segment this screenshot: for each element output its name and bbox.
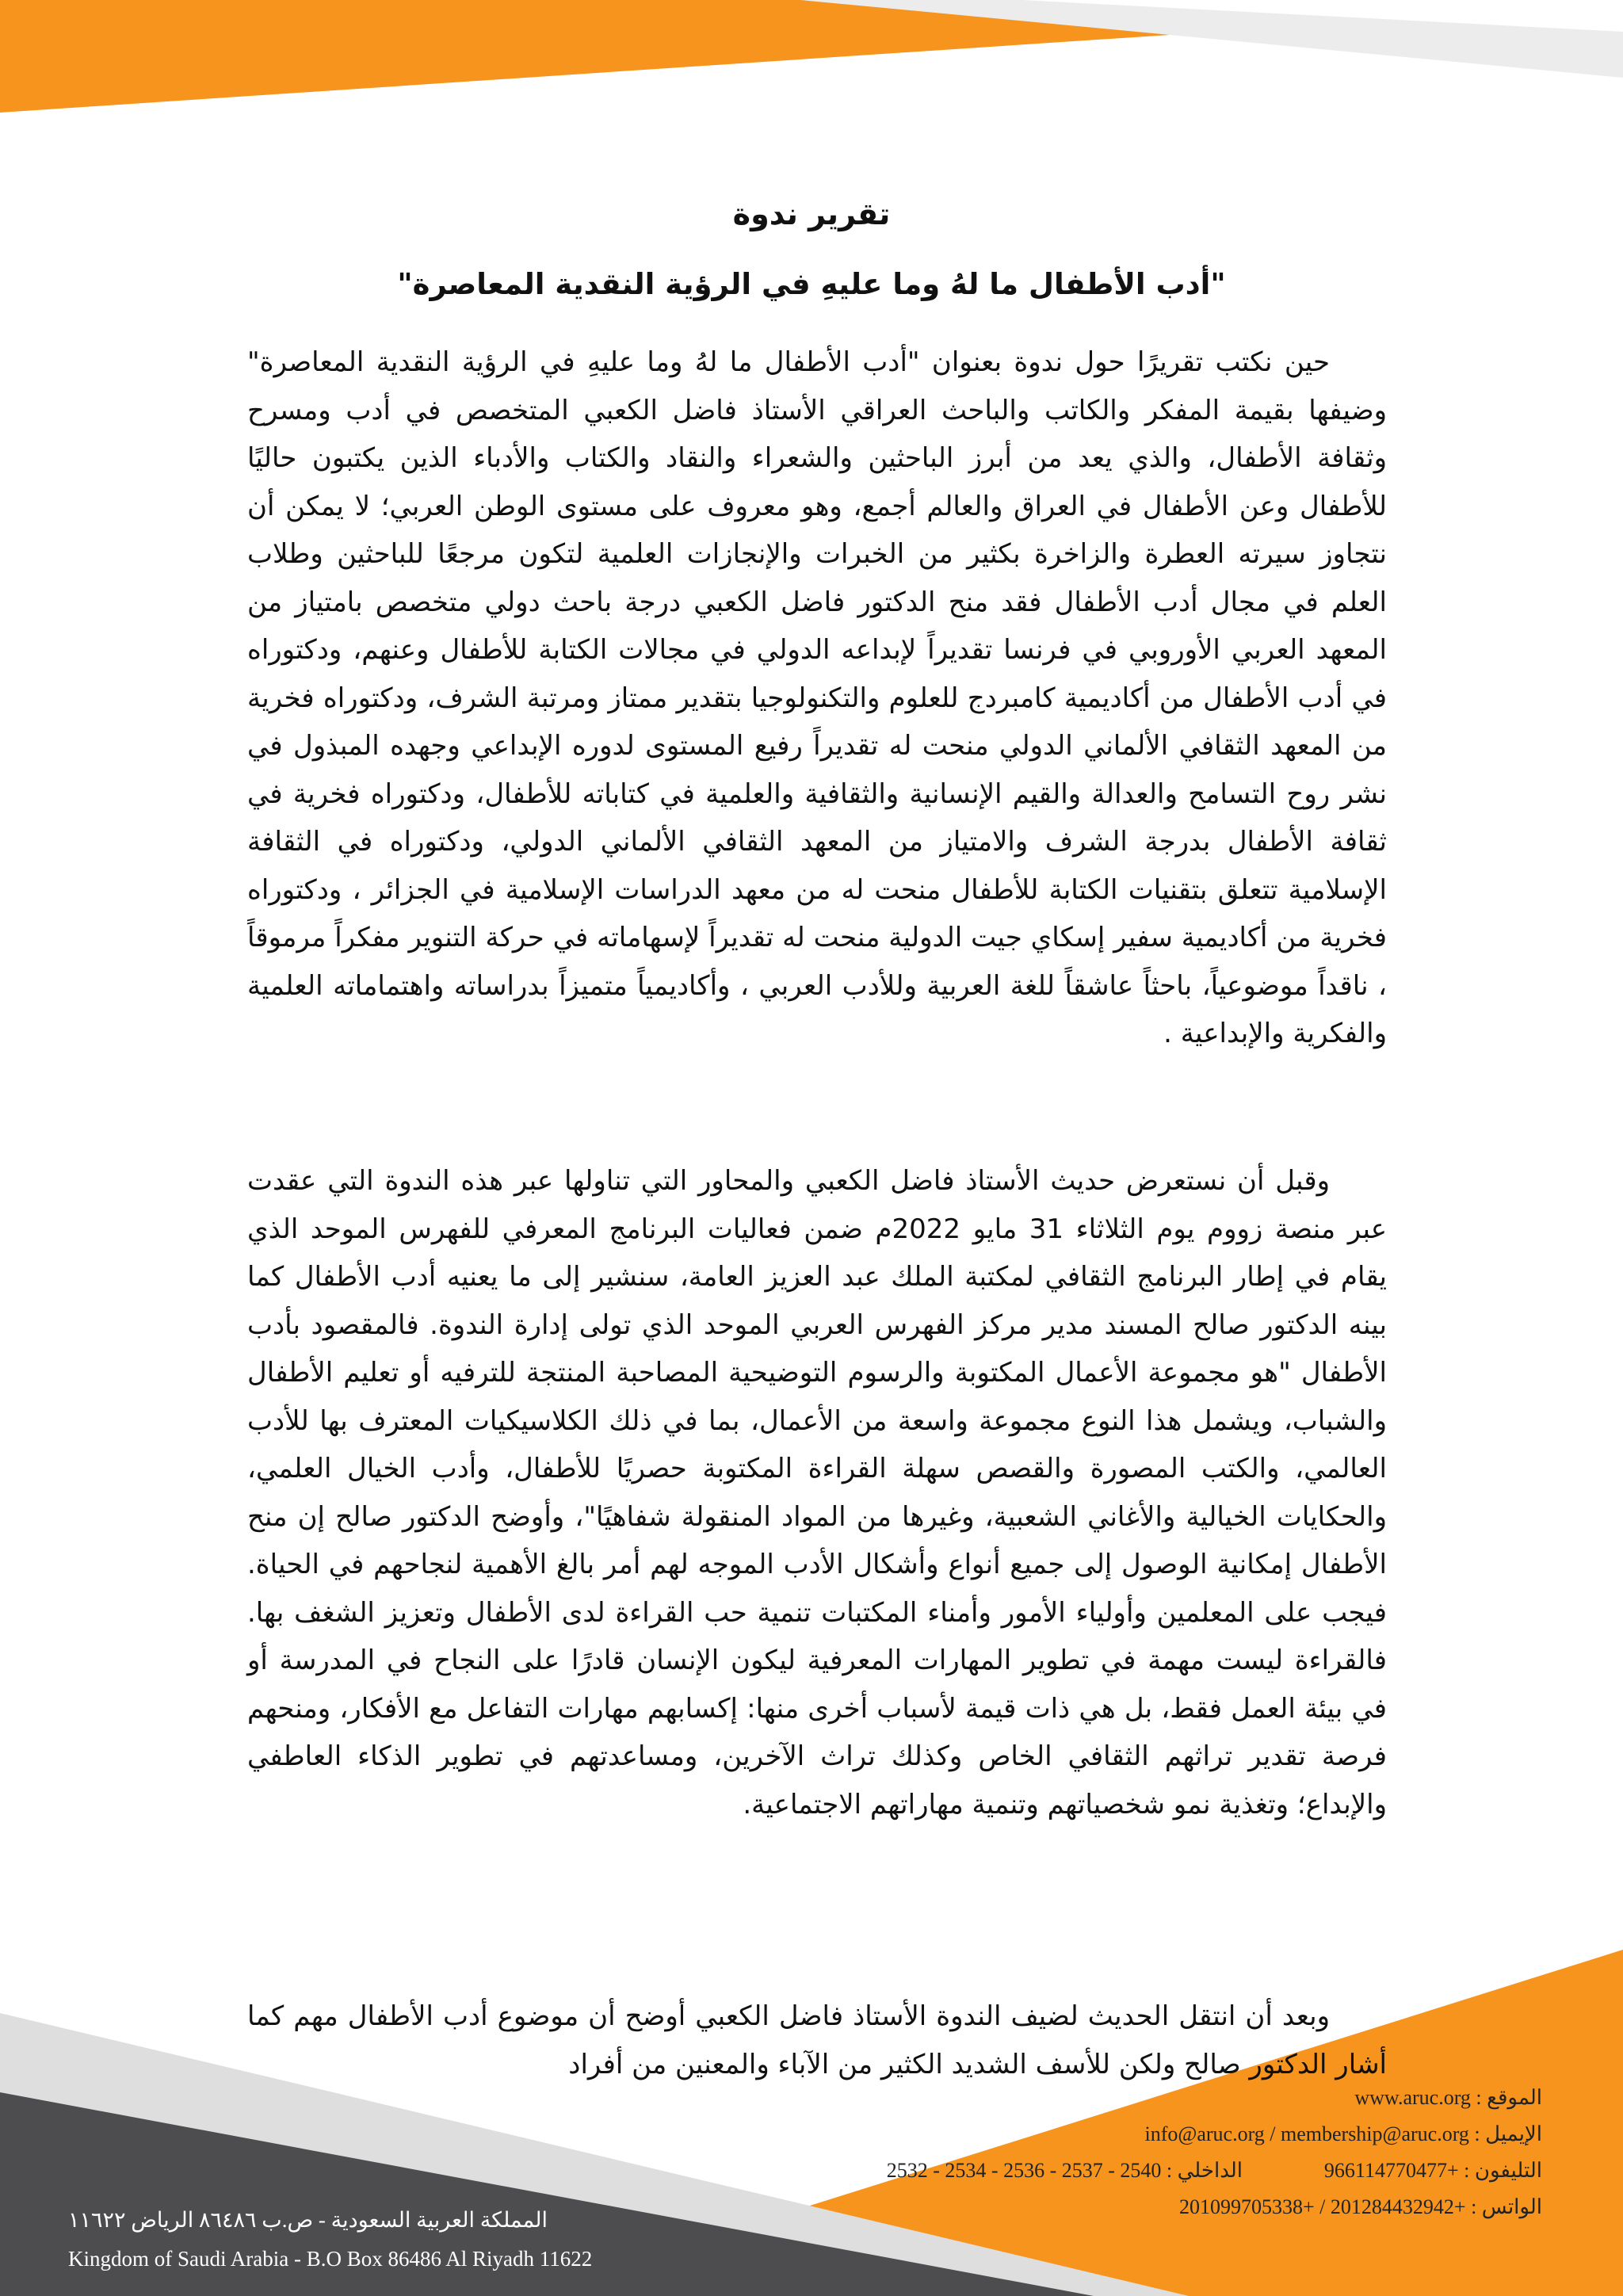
body-paragraph-3: وبعد أن انتقل الحديث لضيف الندوة الأستاذ فاضل الكعبي أوضح أن موضوع أدب الأطفال مهم كما أشار الدكتور صالح ولكن للأسف الشديد الكثير من الآباء والمعنين من أفراد (247, 2000, 1387, 2080)
email-label: الإيميل : (1474, 2122, 1542, 2145)
report-subtitle: "أدب الأطفال ما لهُ وما عليهِ في الرؤية النقدية المعاصرة" (397, 267, 1226, 301)
website-link[interactable]: www.aruc.org (1354, 2086, 1471, 2109)
address-arabic: المملكة العربية السعودية - ص.ب ٨٦٤٨٦ الرياض ١١٦٢٢ (68, 2208, 548, 2232)
website-label: الموقع : (1476, 2086, 1542, 2109)
body-paragraph-2: وقبل أن نستعرض حديث الأستاذ فاضل الكعبي والمحاور التي تناولها عبر هذه الندوة التي عقدت عبر منصة زووم يوم الثلاثاء 31 مايو 2022م ضمن فعاليات البرنامج المعرفي للفهرس الموحد الذي يقام في إطار البرنامج الثقافي لمكتبة الملك عبد العزيز العامة، سنشير إلى ما يعنيه أدب الأطفال كما بينه الدكتور صالح المسند مدير مركز الفهرس العربي الموحد الذي تولى إدارة الندوة. فالمقصود بأدب الأطفال "هو مجموعة الأعمال المكتوبة والرسوم التوضيحية المصاحبة المنتجة للترفيه أو تعليم الأطفال والشباب، ويشمل هذا النوع مجموعة واسعة من الأعمال، بما في ذلك الكلاسيكيات المعترف بها للأدب العالمي، والكتب المصورة والقصص سهلة القراءة المكتوبة حصريًا للأطفال، وأدب الخيال العلمي، والحكايات الخيالية والأغاني الشعبية، وغيرها من المواد المنقولة شفاهيًا"، وأوضح الدكتور صالح إن منح الأطفال إمكانية الوصول إلى جميع أنواع وأشكال الأدب الموجه لهم أمر بالغ الأهمية لنجاحهم في الحياة. فيجب على المعلمين وأولياء الأمور وأمناء المكتبات تنمية حب القراءة لدى الأطفال وتعزيز الشغف بها. فالقراءة ليست مهمة في تطوير المهارات المعرفية ليكون الإنسان قادرًا على النجاح في المدرسة أو في بيئة العمل فقط، بل هي ذات قيمة لأسباب أخرى منها: إكسابهم مهارات التفاعل مع الأفكار، ومنحهم فرصة تقدير تراثهم الثقافي الخاص وكذلك تراث الآخرين، ومساعدتهم في تطوير الذكاء العاطفي والإبداع؛ وتغذية نمو شخصياتهم وتنمية مهاراتهم الاجتماعية. (247, 1165, 1388, 1820)
body-paragraph-1: حين نكتب تقريرًا حول ندوة بعنوان "أدب الأطفال ما لهُ وما عليهِ في الرؤية النقدية المعاصرة" وضيفها بقيمة المفكر والكاتب والباحث العراقي الأستاذ فاضل الكعبي المتخصص في أدب ومسرح وثقافة الأطفال، والذي يعد من أبرز الباحثين والشعراء والنقاد والكتاب والأدباء الذين يكتبون حاليًا للأطفال وعن الأطفال في العراق والعالم أجمع، وهو معروف على مستوى الوطن العربي؛ لا يمكن أن نتجاوز سيرته العطرة والزاخرة بكثير من الخبرات والإنجازات العلمية لتكون مرجعًا للباحثين وطلاب العلم في مجال أدب الأطفال فقد منح الدكتور فاضل الكعبي درجة باحث دولي متخصص بامتياز من المعهد العربي الأوروبي في فرنسا تقديراً لإبداعه الدولي في مجالات الكتابة للأطفال وعنهم، ودكتوراه في أدب الأطفال من أكاديمية كامبردج للعلوم والتكنولوجيا بتقدير ممتاز ومرتبة الشرف، ودكتوراه فخرية من المعهد الثقافي الألماني الدولي منحت له تقديراً رفيع المستوى لدوره الإبداعي وجهده المبذول في نشر روح التسامح والعدالة والقيم الإنسانية والثقافية والعلمية في كتاباته للأطفال، ودكتوراه فخرية في ثقافة الأطفال بدرجة الشرف والامتياز من المعهد الثقافي الألماني الدولي، ودكتوراه في الثقافة الإسلامية تتعلق بتقنيات الكتابة للأطفال منحت له من معهد الدراسات الإسلامية في الجزائر ، ودكتوراه فخرية من أكاديمية سفير إسكاي جيت الدولية منحت له تقديراً لإسهاماته في حركة التنوير مفكراً مرموقاً ، ناقداً موضوعياً، باحثاً عاشقاً للغة العربية وللأدب العربي ، وأكاديمياً متميزاً بدراساته واهتماماته العلمية والفكرية والإبداعية . (247, 346, 1387, 1049)
whatsapp-numbers: +201284432942 / +201099705338 (1179, 2195, 1466, 2218)
extension-numbers: 2540 - 2537 - 2536 - 2534 - 2532 (886, 2159, 1162, 2182)
footer-whatsapp (1179, 2195, 1542, 2219)
footer-extension (887, 2159, 1243, 2183)
footer-website (1354, 2086, 1542, 2110)
phone-label: التليفون : (1464, 2159, 1542, 2182)
extension-label: الداخلي : (1166, 2159, 1243, 2182)
whatsapp-label: الواتس : (1471, 2195, 1542, 2218)
phone-number: +966114770477 (1323, 2159, 1459, 2182)
footer-phone (1324, 2159, 1542, 2183)
address-english: Kingdom of Saudi Arabia - B.O Box 86486 Al Riyadh 11622 (68, 2247, 593, 2271)
email-link[interactable]: info@aruc.org / membership@aruc.org (1144, 2122, 1469, 2145)
footer-email (1145, 2122, 1542, 2146)
report-heading: تقرير ندوة (732, 197, 891, 231)
